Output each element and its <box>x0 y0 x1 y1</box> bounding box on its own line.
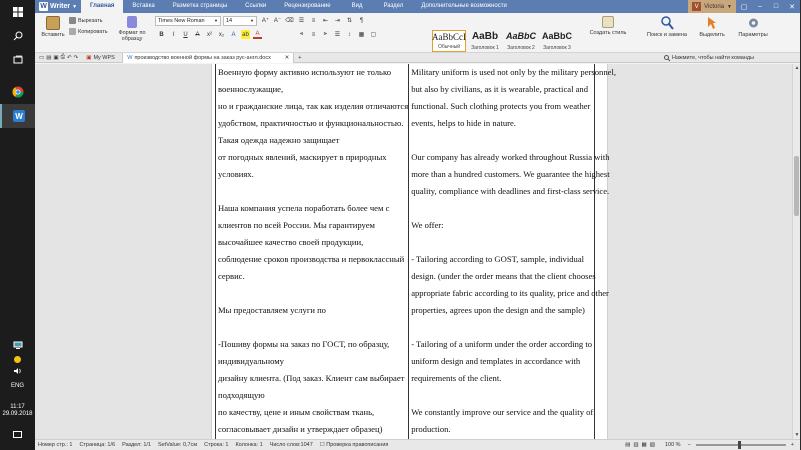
document-line: requirements of the client. <box>411 373 502 383</box>
document-line: соблюдение сроков производства и первоклассный <box>218 254 405 264</box>
chevron-down-icon: ▼ <box>72 3 78 10</box>
view-outline-icon[interactable]: ▦ <box>641 442 650 448</box>
app-menu-button[interactable] <box>35 0 81 13</box>
scroll-thumb[interactable] <box>794 156 799 216</box>
strikethrough-icon[interactable]: A <box>195 31 200 38</box>
user-account[interactable] <box>688 0 736 13</box>
status-column[interactable]: Колонка: 1 <box>235 442 263 448</box>
style-normal[interactable] <box>432 30 466 52</box>
bold-icon[interactable]: B <box>159 31 164 38</box>
align-right-icon[interactable]: ⫸ <box>323 31 328 37</box>
style-sample: AaBbCcI <box>432 32 466 42</box>
restore-button[interactable] <box>736 0 752 13</box>
view-modes <box>625 442 658 448</box>
document-line <box>218 183 408 200</box>
create-style-label: Создать стиль <box>589 30 627 36</box>
spellcheck-toggle[interactable] <box>320 442 389 448</box>
tab-view[interactable]: Вид <box>351 3 363 9</box>
status-word-count[interactable]: Число слов:1047 <box>269 442 313 448</box>
action-center-button[interactable] <box>0 428 35 442</box>
decrease-indent-icon[interactable]: ⇤ <box>322 18 329 24</box>
find-replace-label: Поиск и замена <box>647 32 687 38</box>
wps-writer-window <box>35 0 800 450</box>
taskbar-chrome-button[interactable] <box>0 80 35 104</box>
style-sample: AaBb <box>471 31 499 42</box>
tab-insert[interactable]: Вставка <box>132 3 155 9</box>
document-line: высочайшее качество своей продукции, <box>218 237 364 247</box>
vertical-scrollbar[interactable] <box>792 64 800 439</box>
superscript-icon[interactable]: x² <box>207 31 212 38</box>
sort-icon[interactable]: ⇅ <box>346 18 353 24</box>
document-line <box>411 387 594 404</box>
spellcheck-icon: ☐ <box>319 442 325 448</box>
shading-icon[interactable]: ▦ <box>358 32 365 38</box>
style-sample: AaBbC <box>541 31 572 41</box>
writer-doc-icon: W <box>127 54 133 61</box>
search-button[interactable] <box>0 24 35 48</box>
search-icon <box>661 16 674 30</box>
document-line: сервис. <box>218 271 245 281</box>
status-set-value[interactable]: SetValue: 0,7см <box>157 442 198 448</box>
font-color-icon[interactable]: A <box>253 30 262 39</box>
english-column[interactable] <box>409 64 616 439</box>
underline-icon[interactable]: U <box>183 31 188 38</box>
increase-indent-icon[interactable]: ⇥ <box>334 18 341 24</box>
document-line: Военную форму активно используют не только <box>218 67 392 77</box>
zoom-slider-knob[interactable] <box>738 441 741 449</box>
chevron-down-icon: ▼ <box>250 18 254 23</box>
tab-extra-features[interactable]: Дополнительные возможности <box>421 3 507 9</box>
copy-button[interactable] <box>69 28 108 35</box>
view-read-icon[interactable]: ▧ <box>649 442 658 448</box>
zoom-value[interactable]: 100 % <box>664 442 681 448</box>
document-line <box>411 234 594 251</box>
avatar: V <box>692 2 701 11</box>
shrink-font-icon[interactable]: A⁻ <box>273 18 282 24</box>
document-line: индивидуальному <box>218 356 284 366</box>
document-line: Мы предоставляем услуги по <box>218 305 326 315</box>
cursor-icon <box>707 16 717 30</box>
svg-text:W: W <box>14 112 23 121</box>
tab-label: My WPS <box>93 54 115 61</box>
new-style-icon <box>602 16 614 28</box>
russian-column[interactable] <box>216 64 409 439</box>
document-line: Наша компания успела поработать более чем с <box>218 203 390 213</box>
task-view-icon <box>13 55 23 65</box>
status-bar <box>35 439 800 450</box>
document-line <box>218 285 408 302</box>
find-replace-button[interactable] <box>641 16 693 38</box>
document-workarea <box>35 64 800 439</box>
clear-format-icon[interactable]: ⌫ <box>285 18 294 24</box>
style-heading-2[interactable] <box>504 30 538 52</box>
document-line <box>411 319 594 336</box>
scroll-down-icon[interactable]: ▼ <box>794 432 800 438</box>
status-section[interactable]: Раздел: 1/1 <box>122 442 151 448</box>
document-line <box>218 319 408 336</box>
document-line: - Tailoring of a uniform under the order according to <box>411 339 593 349</box>
volume-icon <box>13 367 22 375</box>
undo-icon[interactable]: ↶ <box>67 54 72 61</box>
document-line: properties, agrees upon the design and the sample) <box>411 305 585 315</box>
document-line: more than a hundred customers. We guarantee the highest <box>411 169 610 179</box>
font-size-value: 14 <box>226 18 233 24</box>
style-label: Обычный <box>437 44 461 50</box>
borders-icon[interactable]: ▢ <box>370 32 377 38</box>
status-row[interactable]: Строка: 1 <box>204 442 229 448</box>
document-line: согласовывает дизайн и утверждает образец) <box>218 424 383 434</box>
document-page[interactable] <box>211 64 616 439</box>
windows-taskbar <box>0 0 35 450</box>
justify-icon[interactable]: ☰ <box>334 32 341 38</box>
document-line: We constantly improve our service and the quality of <box>411 407 594 417</box>
paste-label: Вставить <box>41 32 65 38</box>
search-icon <box>13 31 23 41</box>
warning-icon <box>14 356 21 363</box>
document-line: Такая одежда надежно защищает <box>218 135 340 145</box>
ribbon <box>35 13 800 53</box>
search-icon <box>664 55 670 61</box>
list-controls <box>297 16 366 25</box>
cut-button[interactable] <box>69 17 102 24</box>
document-line: но и гражданские лица, так как изделия отличаются <box>218 101 409 111</box>
chevron-down-icon: ▼ <box>727 3 732 10</box>
select-button[interactable] <box>695 16 729 38</box>
redo-icon[interactable]: ↷ <box>73 54 79 61</box>
document-line: events, helps to hide in nature. <box>411 118 516 128</box>
tray-network-button[interactable] <box>0 337 35 353</box>
font-size-select[interactable] <box>223 16 257 26</box>
style-heading-1[interactable] <box>468 30 502 52</box>
document-line: - Tailoring according to GOST, sample, individual <box>411 254 585 264</box>
italic-icon[interactable]: I <box>172 31 175 38</box>
tab-review[interactable]: Рецензирование <box>284 3 331 9</box>
print-icon[interactable]: ⎙ <box>60 54 66 60</box>
document-line: production. <box>411 424 451 434</box>
settings-button[interactable] <box>733 16 773 38</box>
close-icon: ✕ <box>789 3 795 11</box>
gear-icon <box>747 16 760 30</box>
user-name: Victoria <box>704 3 725 10</box>
tab-home[interactable]: Главная <box>81 0 123 13</box>
plus-icon: + <box>298 54 302 61</box>
document-line <box>411 132 594 149</box>
restore-icon: ▢ <box>740 3 748 11</box>
spellcheck-label: Проверка правописания <box>326 442 389 448</box>
document-line: клиентов по всей России. Мы гарантируем <box>218 220 375 230</box>
zoom-out-icon[interactable]: − <box>687 442 691 448</box>
tab-section[interactable]: Раздел <box>383 3 404 9</box>
windows-logo-icon <box>13 7 23 17</box>
zoom-slider[interactable] <box>696 444 786 446</box>
notification-icon <box>13 431 22 439</box>
line-spacing-icon[interactable]: ↕ <box>348 31 351 38</box>
document-line: по качеству, цене и иным свойствам ткань, <box>218 407 375 417</box>
document-line: We offer: <box>411 220 444 230</box>
document-line: Military uniform is used not only by the military personnel, <box>411 67 616 77</box>
style-label: Заголовок 2 <box>507 45 535 51</box>
minimize-button[interactable] <box>752 0 768 13</box>
save-icon[interactable]: ▣ <box>53 54 59 61</box>
close-tab-icon[interactable]: ✕ <box>284 54 290 61</box>
scroll-up-icon[interactable]: ▲ <box>794 65 800 71</box>
view-web-icon[interactable]: ▥ <box>633 442 642 448</box>
tab-references[interactable]: Ссылки <box>245 3 267 9</box>
open-icon[interactable]: ▤ <box>46 54 52 61</box>
document-line: удобством, практичностью и функциональностью. <box>218 118 404 128</box>
tab-my-wps[interactable] <box>82 53 122 63</box>
select-label: Выделить <box>699 32 725 38</box>
maximize-button[interactable] <box>768 0 784 13</box>
document-line <box>411 200 594 217</box>
chrome-icon <box>12 86 24 98</box>
text-effects-icon[interactable]: A <box>231 31 236 38</box>
bullets-icon[interactable]: ☰ <box>298 18 305 24</box>
font-name-value: Times New Roman <box>158 18 205 24</box>
new-doc-icon[interactable]: ▭ <box>39 54 45 61</box>
format-painter-button[interactable] <box>115 16 149 42</box>
quick-access-toolbar <box>35 53 82 63</box>
settings-label: Параметры <box>738 32 768 38</box>
create-style-button[interactable] <box>587 16 629 36</box>
document-line: военнослужащие, <box>218 84 284 94</box>
network-icon <box>13 341 23 350</box>
highlight-icon[interactable]: ab <box>242 31 249 38</box>
align-controls <box>297 30 378 39</box>
tab-document[interactable] <box>122 53 294 63</box>
cut-label: Вырезать <box>78 17 103 24</box>
style-label: Заголовок 1 <box>471 45 499 51</box>
document-tab-bar <box>35 53 800 63</box>
command-search[interactable] <box>660 53 800 63</box>
start-button[interactable] <box>0 0 35 24</box>
scissors-icon <box>69 17 76 24</box>
show-marks-icon[interactable]: ¶ <box>359 17 364 24</box>
document-line: дизайну клиента. (Под заказ. Клиент сам выбирает <box>218 373 405 383</box>
align-center-icon[interactable]: ≡ <box>311 31 316 38</box>
clock-date[interactable]: 29.09.2018 <box>2 411 33 417</box>
translation-table <box>215 64 616 439</box>
document-line: Our company has already worked throughout Russia with <box>411 152 610 162</box>
styles-gallery <box>432 30 574 53</box>
document-line: -Пошиву формы на заказ по ГОСТ, по образцу, <box>218 339 390 349</box>
document-line: but also by civilians, as it is wearable, practical and <box>411 84 589 94</box>
minimize-icon: – <box>758 3 762 10</box>
document-title: производство военной формы на заказ рус-англ.docx <box>134 54 271 61</box>
app-name: Writer <box>50 3 71 10</box>
font-name-select[interactable] <box>155 16 221 26</box>
document-line: условиях. <box>218 169 254 179</box>
subscript-icon[interactable]: x₂ <box>218 31 225 38</box>
grow-font-icon[interactable]: A⁺ <box>261 18 270 24</box>
font-size-controls <box>261 16 294 25</box>
numbering-icon[interactable]: ≡ <box>311 17 316 24</box>
input-language[interactable]: ENG <box>10 383 24 389</box>
format-painter-label: Формат по образцу <box>118 30 146 42</box>
taskbar-wps-button[interactable] <box>0 104 35 128</box>
document-line: design. (under the order means that the client chooses <box>411 271 596 281</box>
clock-time[interactable]: 11:17 <box>10 404 25 410</box>
document-line: uniform design and templates in accordance with <box>411 356 581 366</box>
style-sample: AaBbC <box>505 31 536 41</box>
new-tab-button[interactable] <box>294 53 305 63</box>
maximize-icon: □ <box>773 3 779 10</box>
brush-icon <box>127 16 137 28</box>
document-line: appropriate fabric according to its quality, price and other <box>411 288 609 298</box>
wps-writer-icon <box>13 110 25 122</box>
document-line: functional. Such clothing protects you from weather <box>411 101 591 111</box>
align-left-icon[interactable]: ⫷ <box>299 31 304 37</box>
tray-notification-button[interactable] <box>0 353 35 365</box>
command-search-hint: Нажмите, чтобы найти команды <box>672 54 755 61</box>
style-heading-3[interactable] <box>540 30 574 52</box>
font-style-controls <box>157 30 262 39</box>
copy-label: Копировать <box>78 28 108 35</box>
task-view-button[interactable] <box>0 48 35 72</box>
chevron-down-icon: ▼ <box>214 18 218 23</box>
copy-icon <box>69 28 76 35</box>
zoom-in-icon[interactable]: + <box>790 442 794 448</box>
tray-volume-button[interactable] <box>0 365 35 377</box>
document-line: от погодных явлений, маскирует в природных <box>218 152 387 162</box>
paste-icon <box>46 16 60 30</box>
view-print-icon[interactable]: ▤ <box>625 442 634 448</box>
status-page[interactable]: Страница: 1/6 <box>79 442 116 448</box>
style-label: Заголовок 3 <box>543 45 571 51</box>
menu-bar <box>35 0 800 13</box>
close-button[interactable] <box>784 0 800 13</box>
tab-page-layout[interactable]: Разметка страницы <box>172 3 228 9</box>
document-line: подходящую <box>218 390 265 400</box>
writer-logo-icon: W <box>40 3 47 10</box>
paste-button[interactable] <box>39 16 67 38</box>
status-page-number[interactable]: Номер стр.: 1 <box>38 442 73 448</box>
document-line: quality, compliance with deadlines and first-class service. <box>411 186 610 196</box>
wps-home-icon: ▣ <box>86 54 92 61</box>
